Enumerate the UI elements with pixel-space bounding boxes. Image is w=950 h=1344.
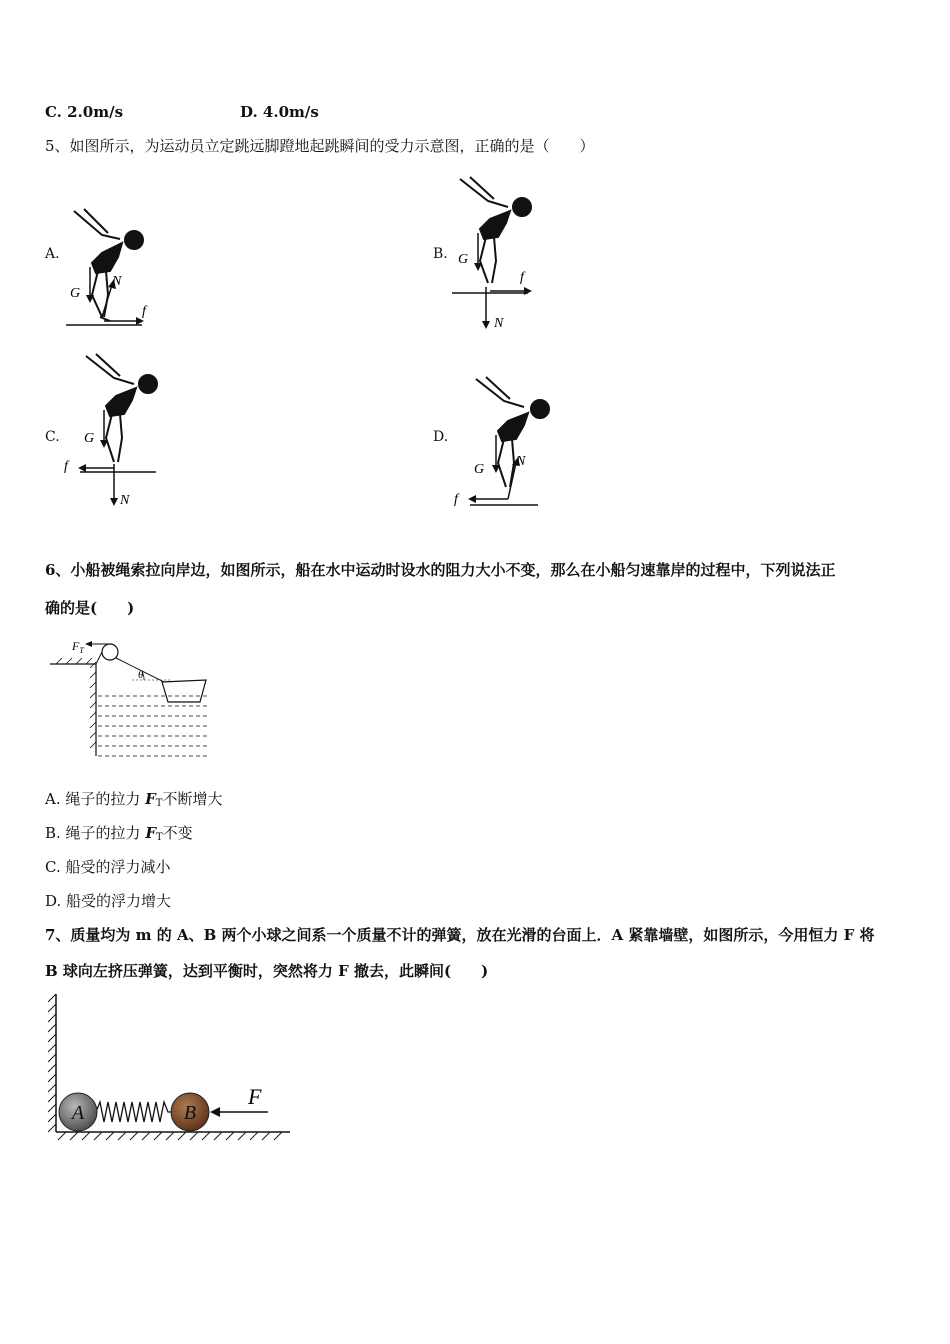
force-label-g: G [458,252,469,267]
jumper-figure-b [452,175,562,335]
force-label-f: f [64,459,68,474]
jumper-figure-d [452,375,572,515]
boat-figure [50,636,220,761]
force-label-f: f [520,270,524,285]
q5-option-d-label: D. [433,429,449,445]
q6-option-c: C. 船受的浮力减小 [45,858,171,876]
q5-option-c-label: C. [45,429,60,445]
jumper-figure-c [62,352,182,512]
angle-label: θ [138,669,144,681]
force-label-f: f [142,304,146,319]
q6-option-b: B. 绳子的拉力 $F_T$不变 [45,824,193,843]
q6-stem-line-2: 确的是( ) [45,599,135,617]
force-label-n: N [494,316,504,331]
force-label-n: N [112,274,122,289]
force-label-ft: $F_T$ [72,639,84,655]
jumper-figure-a [62,205,172,335]
q4-option-d: D. 4.0m/s [240,103,319,121]
q6-option-d: D. 船受的浮力增大 [45,892,172,910]
force-label-g: G [84,431,95,446]
ball-a-label: A [71,1102,85,1124]
force-label-f: F [248,1084,262,1109]
q5-stem: 5、如图所示，为运动员立定跳远脚蹬地起跳瞬间的受力示意图，正确的是（ ） [45,137,595,155]
force-label-n: N [516,454,526,469]
force-label-g: G [474,462,485,477]
q7-stem-line-2: B 球向左挤压弹簧，达到平衡时，突然将力 F 撤去，此瞬间( ) [45,962,489,980]
q5-option-a-label: A. [45,246,60,262]
q6-stem-line-1: 6、小船被绳索拉向岸边，如图所示，船在水中运动时设水的阻力大小不变，那么在小船匀速靠岸的过程中，下列说法正 [45,561,836,579]
spring-figure [44,994,294,1144]
q6-option-a: A. 绳子的拉力 $F_T$不断增大 [45,790,223,809]
force-label-f: f [454,492,458,507]
q4-option-c: C. 2.0m/s [45,103,124,121]
force-label-g: G [70,286,81,301]
q5-option-b-label: B. [433,246,448,262]
force-label-n: N [120,493,130,508]
ball-b-label: B [183,1102,197,1124]
q7-stem-line-1: 7、质量均为 m 的 A、B 两个小球之间系一个质量不计的弹簧，放在光滑的台面上．A 紧靠墙壁，如图所示，今用恒力 F 将 [45,926,875,944]
